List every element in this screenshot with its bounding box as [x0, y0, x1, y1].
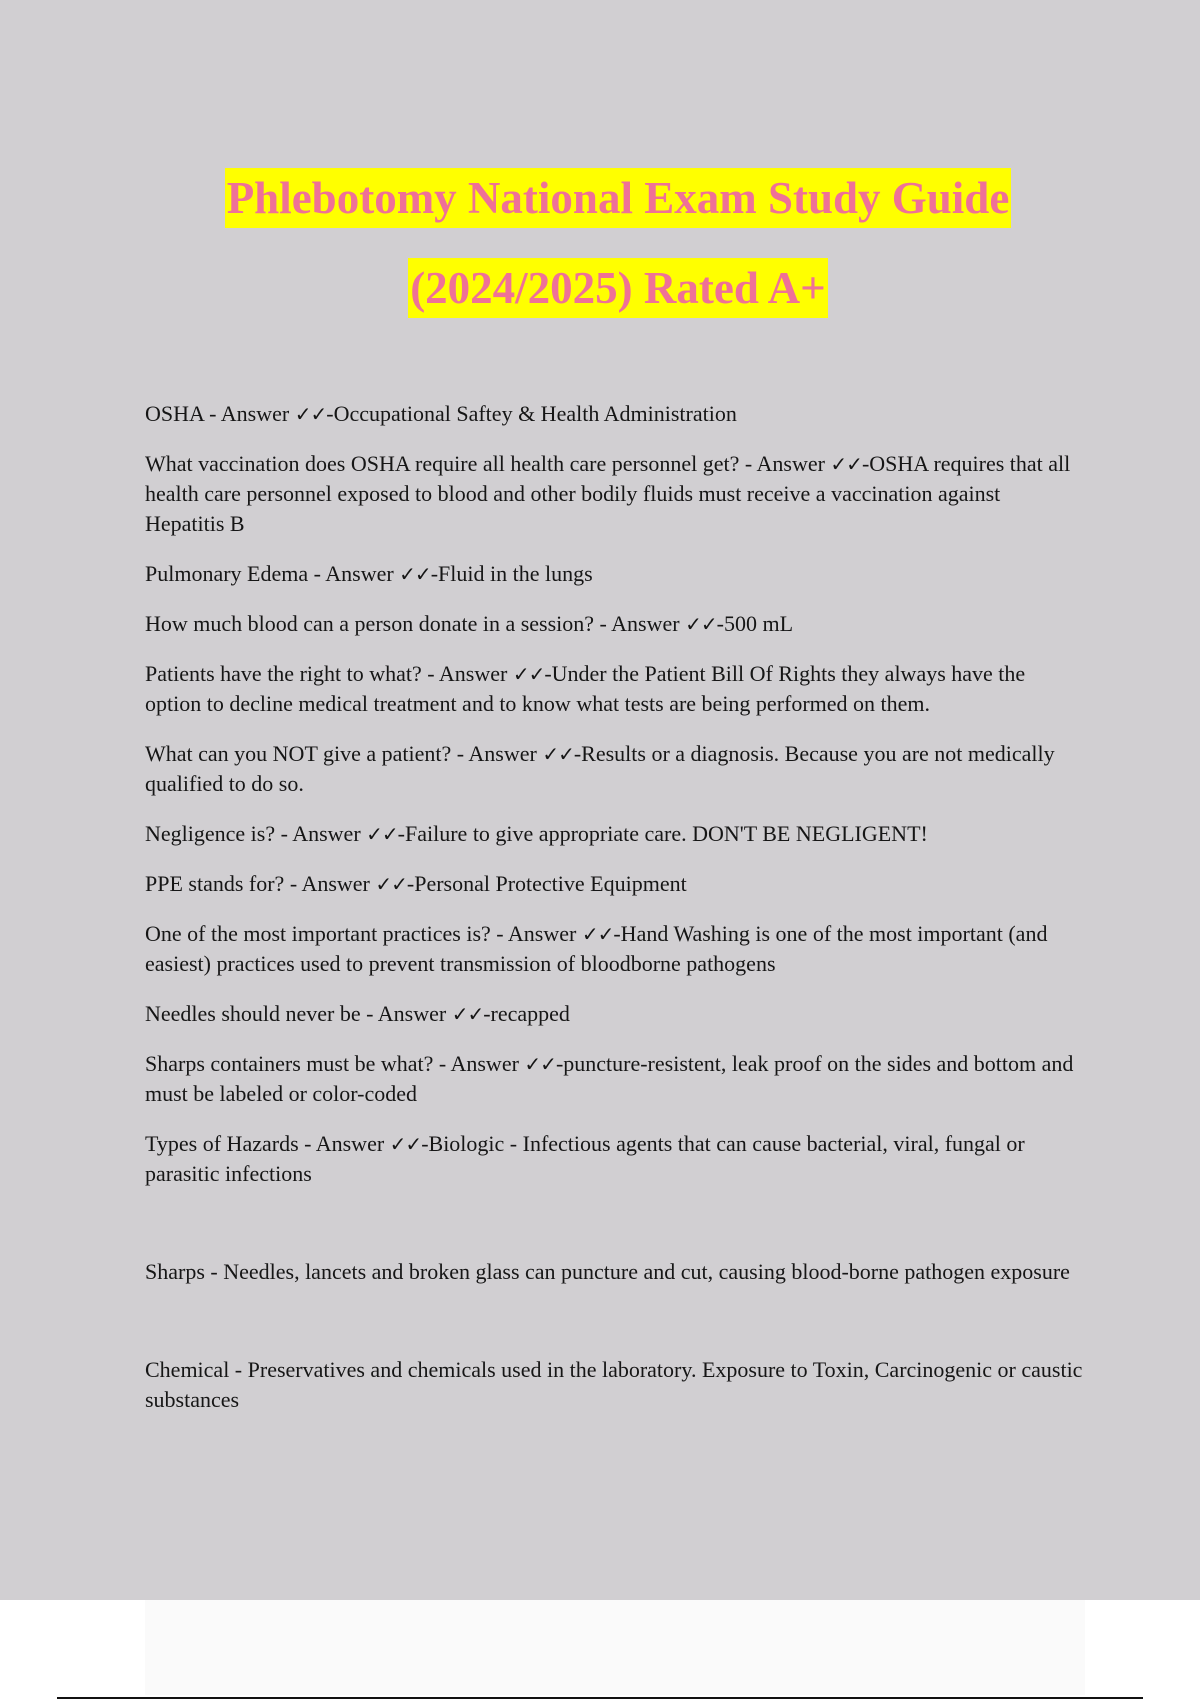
check-icon: ✓✓	[294, 402, 327, 426]
qa-list	[145, 399, 1085, 1435]
answer-text: -recapped	[483, 1001, 570, 1026]
answer-text: -Failure to give appropriate care. DON'T BE NEGLIGENT!	[397, 821, 928, 846]
question-text: Needles should never be - Answer	[145, 1001, 452, 1026]
qa-item	[145, 819, 1085, 849]
divider	[57, 1697, 1143, 1699]
question-text: Pulmonary Edema - Answer	[145, 561, 400, 586]
qa-item	[145, 1049, 1085, 1109]
check-icon: ✓✓	[512, 662, 545, 686]
answer-text: -Personal Protective Equipment	[406, 871, 687, 896]
check-icon: ✓✓	[451, 1002, 484, 1026]
answer-text: -Under the Patient Bill Of Rights they always have the option to decline medical treatment and to know what tests are being performed on them.	[145, 661, 1026, 716]
answer-text: -Results or a diagnosis. Because you are not medically qualified to do so.	[145, 741, 1055, 796]
question-text: Patients have the right to what? - Answer	[145, 661, 513, 686]
qa-item	[145, 869, 1085, 899]
answer-text: -Hand Washing is one of the most important (and easiest) practices used to prevent transmission of bloodborne pathogens	[145, 921, 1048, 976]
answer-text: -OSHA requires that all health care personnel exposed to blood and other bodily fluids must receive a vaccination against Hepatitis B	[145, 451, 1071, 536]
qa-item	[145, 609, 1085, 639]
check-icon: ✓✓	[399, 562, 431, 586]
question-text: How much blood can a person donate in a session? - Answer	[145, 611, 686, 636]
answer-text: -Fluid in the lungs	[430, 561, 593, 586]
check-icon: ✓✓	[389, 1132, 422, 1156]
qa-item	[145, 919, 1085, 979]
question-text: One of the most important practices is? - Answer	[145, 921, 582, 946]
qa-item	[145, 449, 1085, 539]
document-title	[0, 168, 1200, 318]
question-text: PPE stands for? - Answer	[145, 871, 376, 896]
answer-text: -500 mL	[716, 611, 794, 636]
qa-item	[145, 399, 1085, 429]
qa-item	[145, 659, 1085, 719]
answer-text: -Biologic - Infectious agents that can cause bacterial, viral, fungal or parasitic infections	[145, 1131, 1025, 1186]
question-text: OSHA - Answer	[145, 401, 295, 426]
qa-item	[145, 739, 1085, 799]
title-line-2: (2024/2025) Rated A+	[408, 258, 828, 318]
check-icon: ✓✓	[524, 1052, 556, 1076]
check-icon: ✓✓	[830, 452, 862, 476]
page-preview-fade	[145, 1600, 1085, 1695]
qa-item	[145, 1129, 1085, 1189]
question-text: What vaccination does OSHA require all health care personnel get? - Answer	[145, 451, 831, 476]
question-text: What can you NOT give a patient? - Answer	[145, 741, 543, 766]
check-icon: ✓✓	[366, 822, 398, 846]
qa-item	[145, 999, 1085, 1029]
qa-item	[145, 559, 1085, 589]
check-icon: ✓✓	[542, 742, 574, 766]
answer-text: -Occupational Saftey & Health Administration	[326, 401, 737, 426]
hazard-paragraph: Chemical - Preservatives and chemicals used in the laboratory. Exposure to Toxin, Carcinogenic or caustic substances	[145, 1357, 1083, 1412]
answer-text: -puncture-resistent, leak proof on the sides and bottom and must be labeled or color-coded	[145, 1051, 1074, 1106]
question-text: Negligence is? - Answer	[145, 821, 367, 846]
check-icon: ✓✓	[685, 612, 717, 636]
question-text: Sharps containers must be what? - Answer	[145, 1051, 525, 1076]
check-icon: ✓✓	[581, 922, 614, 946]
question-text: Types of Hazards - Answer	[145, 1131, 390, 1156]
title-line-1: Phlebotomy National Exam Study Guide	[225, 168, 1012, 228]
check-icon: ✓✓	[375, 872, 407, 896]
hazard-paragraph: Sharps - Needles, lancets and broken glass can puncture and cut, causing blood-borne pathogen exposure	[145, 1259, 1070, 1284]
